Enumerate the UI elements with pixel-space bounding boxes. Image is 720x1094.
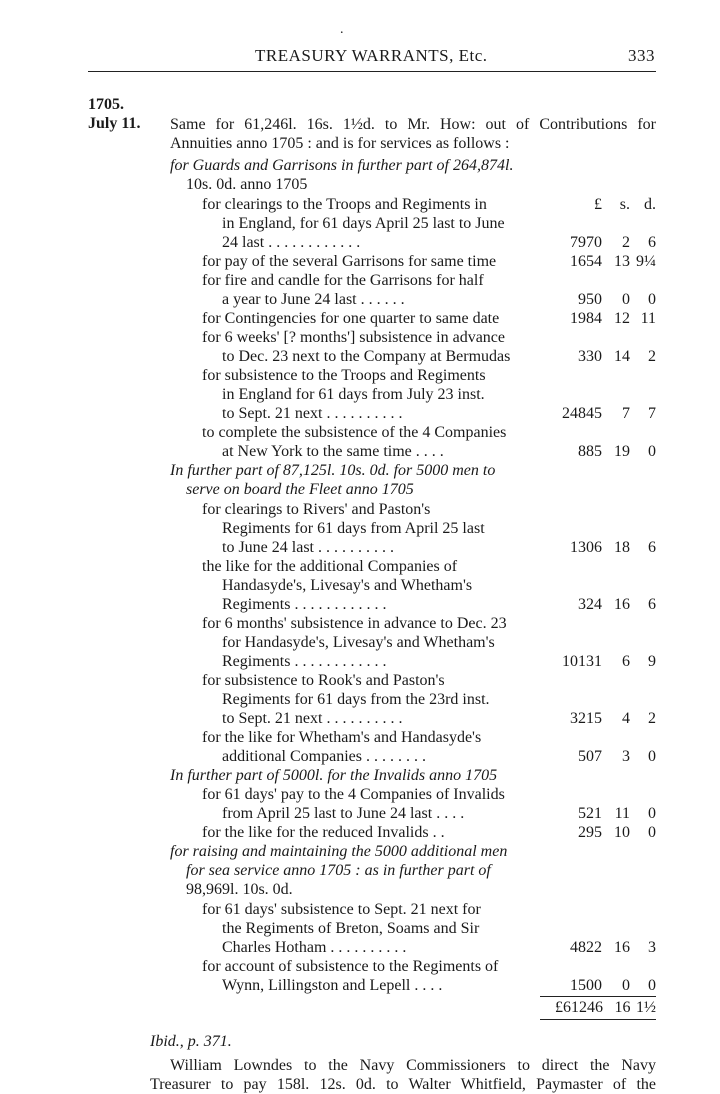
item-16-shillings: 0: [622, 977, 630, 994]
section-guards-heading-1: for Guards and Garrisons in further part of 264,874l.: [170, 157, 514, 174]
item-10-line-3: Regiments . . . . . . . . . . . .: [222, 653, 387, 670]
item-10-pence: 9: [648, 653, 656, 670]
item-11-shillings: 4: [622, 710, 630, 727]
col-pence: d.: [644, 196, 656, 213]
item-6-line-3: to Sept. 21 next . . . . . . . . . .: [222, 405, 403, 422]
item-11-line-3: to Sept. 21 next . . . . . . . . . .: [222, 710, 403, 727]
col-pounds: £: [594, 196, 602, 213]
item-12-row: [178, 747, 656, 766]
item-5-pence: 2: [648, 348, 656, 365]
total-pence: 1½: [636, 999, 656, 1016]
item-5-row: [178, 347, 656, 366]
item-13-row: [178, 804, 656, 823]
item-2-shillings: 13: [614, 253, 630, 270]
item-9-pounds: 324: [578, 596, 602, 613]
item-2-row: [178, 252, 656, 271]
item-1-row: [178, 233, 656, 252]
item-3-pence: 0: [648, 291, 656, 308]
item-4-shillings: 12: [614, 310, 630, 327]
item-3-line-1: for fire and candle for the Garrisons for half: [202, 272, 484, 289]
item-7-pence: 0: [648, 443, 656, 460]
item-4-row: [178, 309, 656, 328]
top-mark: .: [340, 22, 344, 37]
running-header: [255, 46, 655, 68]
intro-line-1: Same for 61,246l. 16s. 1½d. to Mr. How: out of Contributions for: [170, 116, 656, 133]
para2-line-1: William Lowndes to the Navy Commissioners to direct the Navy: [170, 1057, 656, 1074]
header-rule: [88, 71, 656, 72]
item-8-row: [178, 538, 656, 557]
item-11-line-2: Regiments for 61 days from the 23rd inst.: [222, 691, 490, 708]
item-14-pounds: 295: [578, 824, 602, 841]
item-6-pence: 7: [648, 405, 656, 422]
item-6-row: [178, 404, 656, 423]
item-9-pence: 6: [648, 596, 656, 613]
item-15-shillings: 16: [614, 939, 630, 956]
item-15-pence: 3: [648, 939, 656, 956]
item-1-pounds: 7970: [570, 234, 602, 251]
item-2-pounds: 1654: [570, 253, 602, 270]
item-9-line-3: Regiments . . . . . . . . . . . .: [222, 596, 387, 613]
item-3-pounds: 950: [578, 291, 602, 308]
item-16-line-1: for account of subsistence to the Regiments of: [202, 958, 499, 975]
item-13-shillings: 11: [614, 805, 630, 822]
total-rule-bottom: [540, 1019, 656, 1020]
section-fleet-heading-2: serve on board the Fleet anno 1705: [186, 481, 414, 498]
item-12-pence: 0: [648, 748, 656, 765]
margin-year: 1705.: [88, 96, 124, 113]
item-2-pence: 9¼: [636, 253, 656, 270]
item-6-line-2: in England for 61 days from July 23 inst.: [222, 386, 485, 403]
item-8-line-1: for clearings to Rivers' and Paston's: [202, 501, 431, 518]
item-9-row: [178, 595, 656, 614]
item-11-pence: 2: [648, 710, 656, 727]
item-5-shillings: 14: [614, 348, 630, 365]
item-12-pounds: 507: [578, 748, 602, 765]
page-number: 333: [628, 46, 655, 65]
item-15-line-1: for 61 days' subsistence to Sept. 21 next for: [202, 901, 481, 918]
item-10-line-2: for Handasyde's, Livesay's and Whetham's: [222, 634, 495, 651]
margin-date: July 11.: [88, 115, 141, 132]
item-3-line-2: a year to June 24 last . . . . . .: [222, 291, 405, 308]
item-16-pence: 0: [648, 977, 656, 994]
total-shillings: 16: [614, 999, 631, 1016]
item-13-line-2: from April 25 last to June 24 last . . . .: [222, 805, 465, 822]
section-fleet-heading-1: In further part of 87,125l. 10s. 0d. for 5000 men to: [170, 462, 496, 479]
total-row: [178, 998, 656, 1017]
item-11-pounds: 3215: [570, 710, 602, 727]
item-16-line-2: Wynn, Lillingston and Lepell . . . .: [222, 977, 443, 994]
item-12-line-1: for the like for Whetham's and Handasyde's: [202, 729, 482, 746]
item-1-line-2: in England, for 61 days April 25 last to June: [222, 215, 505, 232]
item-11-row: [178, 709, 656, 728]
item-7-row: [178, 442, 656, 461]
running-title: TREASURY WARRANTS, Etc.: [255, 46, 488, 65]
item-4-pounds: 1984: [570, 310, 602, 327]
item-8-shillings: 18: [614, 539, 630, 556]
item-7-shillings: 19: [614, 443, 630, 460]
item-3-row: [178, 290, 656, 309]
item-16-pounds: 1500: [570, 977, 602, 994]
item-16-row: [178, 976, 656, 995]
item-1-line-1: for clearings to the Troops and Regiments in: [202, 196, 487, 213]
intro-line-2: Annuities anno 1705 : and is for services as follows :: [170, 135, 510, 152]
item-6-pounds: 24845: [562, 405, 602, 422]
item-1-line-3: 24 last . . . . . . . . . . . .: [222, 234, 361, 251]
total-rule-top: [540, 996, 656, 997]
item-7-pounds: 885: [578, 443, 602, 460]
section-sea-service-heading-3: 98,969l. 10s. 0d.: [186, 881, 293, 898]
item-8-pounds: 1306: [570, 539, 602, 556]
item-14-shillings: 10: [614, 824, 630, 841]
item-9-shillings: 16: [614, 596, 630, 613]
item-10-row: [178, 652, 656, 671]
item-9-line-2: Handasyde's, Livesay's and Whetham's: [222, 577, 473, 594]
item-1-pence: 6: [648, 234, 656, 251]
item-15-pounds: 4822: [570, 939, 602, 956]
section-sea-service-heading-2: for sea service anno 1705 : as in further part of: [186, 862, 491, 879]
item-12-shillings: 3: [622, 748, 630, 765]
section-guards-heading-2: 10s. 0d. anno 1705: [186, 176, 308, 193]
item-2-line-1: for pay of the several Garrisons for same time: [202, 253, 497, 270]
item-7-line-2: at New York to the same time . . . .: [222, 443, 444, 460]
item-5-line-2: to Dec. 23 next to the Company at Bermudas: [222, 348, 511, 365]
item-6-shillings: 7: [622, 405, 630, 422]
source-citation: Ibid., p. 371.: [150, 1033, 232, 1050]
item-8-line-3: to June 24 last . . . . . . . . . .: [222, 539, 394, 556]
item-14-line-1: for the like for the reduced Invalids . .: [202, 824, 445, 841]
para2-line-2: Treasurer to pay 158l. 12s. 0d. to Walter Whitfield, Paymaster of the: [150, 1076, 656, 1093]
item-14-pence: 0: [648, 824, 656, 841]
item-13-line-1: for 61 days' pay to the 4 Companies of Invalids: [202, 786, 505, 803]
item-15-line-3: Charles Hotham . . . . . . . . . .: [222, 939, 407, 956]
item-1-shillings: 2: [622, 234, 630, 251]
item-15-row: [178, 938, 656, 957]
item-4-pence: 11: [640, 310, 656, 327]
item-5-line-1: for 6 weeks' [? months'] subsistence in advance: [202, 329, 506, 346]
item-6-line-1: for subsistence to the Troops and Regiments: [202, 367, 486, 384]
item-3-shillings: 0: [622, 291, 630, 308]
section-sea-service-heading-1: for raising and maintaining the 5000 additional men: [170, 843, 508, 860]
item-8-pence: 6: [648, 539, 656, 556]
item-7-line-1: to complete the subsistence of the 4 Companies: [202, 424, 507, 441]
item-5-pounds: 330: [578, 348, 602, 365]
item-4-line-1: for Contingencies for one quarter to same date: [202, 310, 500, 327]
item-12-line-2: additional Companies . . . . . . . .: [222, 748, 426, 765]
item-11-line-1: for subsistence to Rook's and Paston's: [202, 672, 445, 689]
item-13-pounds: 521: [578, 805, 602, 822]
item-10-pounds: 10131: [562, 653, 602, 670]
item-8-line-2: Regiments for 61 days from April 25 last: [222, 520, 485, 537]
item-15-line-2: the Regiments of Breton, Soams and Sir: [222, 920, 480, 937]
section-invalids-heading: In further part of 5000l. for the Invalids anno 1705: [170, 767, 498, 784]
col-shillings: s.: [619, 196, 630, 213]
item-10-shillings: 6: [622, 653, 630, 670]
item-9-line-1: the like for the additional Companies of: [202, 558, 458, 575]
item-13-pence: 0: [648, 805, 656, 822]
item-14-row: [178, 823, 656, 842]
item-10-line-1: for 6 months' subsistence in advance to Dec. 23: [202, 615, 507, 632]
total-pounds: £61246: [554, 999, 603, 1016]
